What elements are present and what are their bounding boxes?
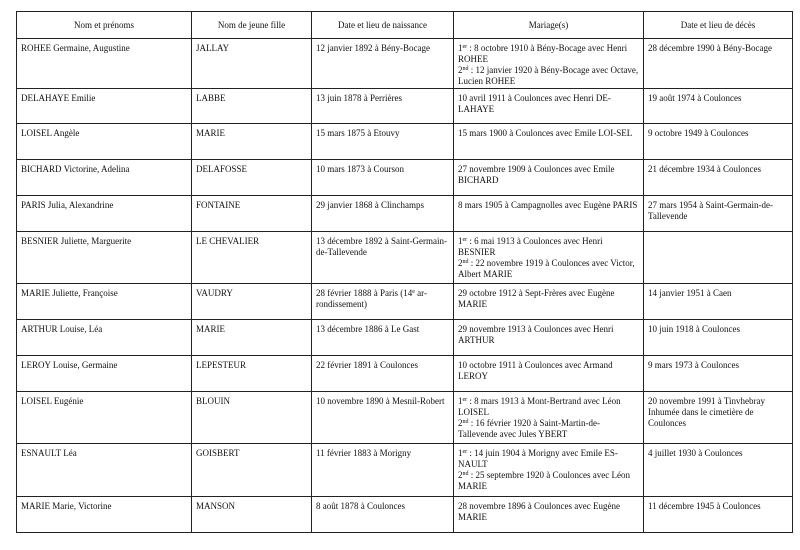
table-row xyxy=(17,444,793,497)
marriage-text: 29 octobre 1912 à Sept-Frères avec Eugène MARIE xyxy=(458,288,615,309)
marriage-entry xyxy=(458,288,639,310)
cell-death: 11 décembre 1945 à Coulonces xyxy=(644,497,793,533)
cell-marriages xyxy=(454,232,644,284)
marriage-text: 28 novembre 1896 à Coulonces avec Eugène MARIE xyxy=(458,501,620,522)
marriage-ordinal: 2 xyxy=(458,418,463,428)
marriage-entry xyxy=(458,470,639,492)
cell-maiden-name: MANSON xyxy=(192,497,312,533)
cell-maiden-name: LE CHEVALIER xyxy=(192,232,312,284)
ordinal-suffix: er xyxy=(462,237,468,243)
cell-birth: 8 août 1878 à Coulonces xyxy=(312,497,454,533)
cell-birth: 11 février 1883 à Morigny xyxy=(312,444,454,497)
cell-name: BICHARD Victorine, Adelina xyxy=(17,160,192,196)
ordinal-suffix: er xyxy=(462,44,468,50)
marriage-entry xyxy=(458,236,639,258)
cell-name: LOISEL Angèle xyxy=(17,124,192,160)
marriage-ordinal: 2 xyxy=(458,258,463,268)
marriage-entry xyxy=(458,396,639,418)
cell-marriages xyxy=(454,124,644,160)
marriage-ordinal: 2 xyxy=(458,65,463,75)
cell-death: 21 décembre 1934 à Coulonces xyxy=(644,160,793,196)
cell-marriages xyxy=(454,444,644,497)
cell-name: MARIE Juliette, Françoise xyxy=(17,284,192,320)
marriage-text: 8 mars 1905 à Campagnolles avec Eugène PARIS xyxy=(458,200,638,210)
marriage-text: 10 octobre 1911 à Coulonces avec Armand LEROY xyxy=(458,360,613,381)
cell-name: ESNAULT Léa xyxy=(17,444,192,497)
marriage-entry xyxy=(458,43,639,65)
ordinal-suffix: nd xyxy=(462,471,469,477)
marriage-entry xyxy=(458,164,639,186)
header-row xyxy=(17,12,793,39)
cell-death: 28 décembre 1990 à Bény-Bocage xyxy=(644,39,793,89)
cell-birth: 13 décembre 1886 à Le Gast xyxy=(312,320,454,356)
ordinal-suffix: er xyxy=(462,449,468,455)
cell-maiden-name: FONTAINE xyxy=(192,196,312,232)
marriage-text: : 16 février 1920 à Saint-Martin-de-Tallevende avec Jules YBERT xyxy=(458,418,600,439)
birth-text: 28 février 1888 à Paris (14 xyxy=(316,288,413,298)
cell-marriages xyxy=(454,392,644,444)
marriage-text: : 8 mars 1913 à Mont-Bertrand avec Léon LOISEL xyxy=(458,396,621,417)
cell-marriages xyxy=(454,39,644,89)
header-name: Nom et prénoms xyxy=(17,12,192,39)
cell-death: 9 octobre 1949 à Coulonces xyxy=(644,124,793,160)
marriage-text: 10 avril 1911 à Coulonces avec Henri DE-LAHAYE xyxy=(458,93,611,114)
header-birth: Date et lieu de naissance xyxy=(312,12,454,39)
marriage-entry xyxy=(458,360,639,382)
cell-maiden-name: BLOUIN xyxy=(192,392,312,444)
cell-name: LOISEL Eugénie xyxy=(17,392,192,444)
table-row xyxy=(17,124,793,160)
marriage-ordinal: 1 xyxy=(458,448,463,458)
marriage-entry xyxy=(458,200,639,211)
cell-birth xyxy=(312,284,454,320)
header-death: Date et lieu de décès xyxy=(644,12,793,39)
cell-name: LEROY Louise, Germaine xyxy=(17,356,192,392)
cell-birth: 15 mars 1875 à Etouvy xyxy=(312,124,454,160)
cell-name: PARIS Julia, Alexandrine xyxy=(17,196,192,232)
marriage-text: : 6 mai 1913 à Coulonces avec Henri BESNIER xyxy=(458,236,603,257)
cell-death: 27 mars 1954 à Saint-Germain-de-Tallevende xyxy=(644,196,793,232)
cell-death: 19 août 1974 à Coulonces xyxy=(644,89,793,124)
marriage-text: : 22 novembre 1919 à Coulonces avec Victor, Albert MARIE xyxy=(458,258,635,279)
marriage-ordinal: 1 xyxy=(458,43,463,53)
marriage-text: : 12 janvier 1920 à Bény-Bocage avec Octave, Lucien ROHEE xyxy=(458,65,639,86)
cell-name: DELAHAYE Emilie xyxy=(17,89,192,124)
cell-death: 14 janvier 1951 à Caen xyxy=(644,284,793,320)
marriage-text: : 25 septembre 1920 à Coulonces avec Léon MARIE xyxy=(458,470,630,491)
marriage-entry xyxy=(458,128,639,139)
cell-birth: 10 novembre 1890 à Mesnil-Robert xyxy=(312,392,454,444)
ordinal-suffix: nd xyxy=(462,259,469,265)
ordinal-suffix: nd xyxy=(462,66,469,72)
table-row xyxy=(17,356,793,392)
cell-birth: 13 décembre 1892 à Saint-Germain-de-Tallevende xyxy=(312,232,454,284)
cell-death: 20 novembre 1991 à Tinvhebray Inhumée dans le cimetière de Coulonces xyxy=(644,392,793,444)
marriage-ordinal: 1 xyxy=(458,396,463,406)
table-row xyxy=(17,89,793,124)
marriage-text: 15 mars 1900 à Coulonces avec Emile LOI-SEL xyxy=(458,128,633,138)
table-row xyxy=(17,320,793,356)
table-row xyxy=(17,160,793,196)
cell-death: 10 juin 1918 à Coulonces xyxy=(644,320,793,356)
cell-maiden-name: LABBE xyxy=(192,89,312,124)
cell-name: ROHEE Germaine, Augustine xyxy=(17,39,192,89)
cell-marriages xyxy=(454,497,644,533)
table-row xyxy=(17,196,793,232)
cell-marriages xyxy=(454,89,644,124)
cell-marriages xyxy=(454,160,644,196)
table-row xyxy=(17,392,793,444)
table-row xyxy=(17,284,793,320)
birth-text: ar-rondissement) xyxy=(316,288,427,309)
marriage-entry xyxy=(458,258,639,280)
ordinal-suffix: er xyxy=(462,397,468,403)
marriage-text: 29 novembre 1913 à Coulonces avec Henri ARTHUR xyxy=(458,324,614,345)
ordinal-suffix: nd xyxy=(462,419,469,425)
marriage-entry xyxy=(458,448,639,470)
marriage-text: : 8 octobre 1910 à Bény-Bocage avec Henri ROHEE xyxy=(458,43,628,64)
marriage-ordinal: 2 xyxy=(458,470,463,480)
marriage-text: 27 novembre 1909 à Coulonces avec Emile BICHARD xyxy=(458,164,615,185)
cell-birth: 10 mars 1873 à Courson xyxy=(312,160,454,196)
cell-death: 4 juillet 1930 à Coulonces xyxy=(644,444,793,497)
cell-birth: 29 janvier 1868 à Clinchamps xyxy=(312,196,454,232)
table-row xyxy=(17,232,793,284)
cell-marriages xyxy=(454,320,644,356)
cell-marriages xyxy=(454,356,644,392)
genealogy-table xyxy=(16,11,793,533)
marriage-ordinal: 1 xyxy=(458,236,463,246)
cell-maiden-name: VAUDRY xyxy=(192,284,312,320)
cell-death: 9 mars 1973 à Coulonces xyxy=(644,356,793,392)
header-marriages: Mariage(s) xyxy=(454,12,644,39)
superscript: e xyxy=(412,289,415,295)
header-maiden-name: Nom de jeune fille xyxy=(192,12,312,39)
marriage-entry xyxy=(458,501,639,523)
cell-name: MARIE Marie, Victorine xyxy=(17,497,192,533)
cell-marriages xyxy=(454,284,644,320)
cell-maiden-name: MARIE xyxy=(192,320,312,356)
cell-maiden-name: LEPESTEUR xyxy=(192,356,312,392)
table-row xyxy=(17,39,793,89)
cell-death xyxy=(644,232,793,284)
cell-maiden-name: GOISBERT xyxy=(192,444,312,497)
table-row xyxy=(17,497,793,533)
cell-maiden-name: DELAFOSSE xyxy=(192,160,312,196)
cell-maiden-name: JALLAY xyxy=(192,39,312,89)
marriage-text: : 14 juin 1904 à Morigny avec Emile ES-NAULT xyxy=(458,448,618,469)
marriage-entry xyxy=(458,324,639,346)
marriage-entry xyxy=(458,93,639,115)
cell-name: ARTHUR Louise, Léa xyxy=(17,320,192,356)
table-body xyxy=(17,39,793,533)
cell-birth: 22 février 1891 à Coulonces xyxy=(312,356,454,392)
cell-marriages xyxy=(454,196,644,232)
marriage-entry xyxy=(458,65,639,87)
cell-birth: 12 janvier 1892 à Bény-Bocage xyxy=(312,39,454,89)
cell-birth: 13 juin 1878 à Perrières xyxy=(312,89,454,124)
cell-maiden-name: MARIE xyxy=(192,124,312,160)
cell-name: BESNIER Juliette, Marguerite xyxy=(17,232,192,284)
marriage-entry xyxy=(458,418,639,440)
